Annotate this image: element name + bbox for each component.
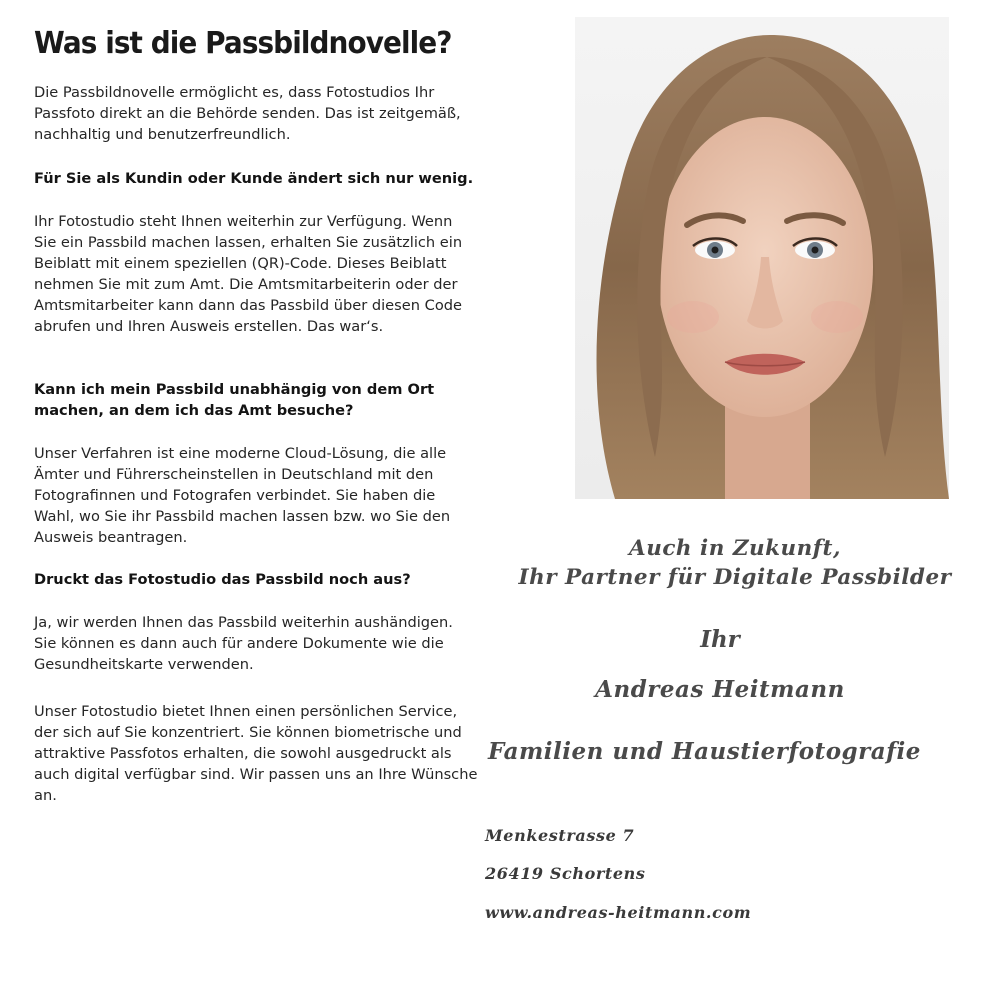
- heading-1-text: Für Sie als Kundin oder Kunde ändert sich nur wenig.: [34, 170, 474, 187]
- article: [34, 24, 484, 804]
- paragraph-3-line: Sie können es dann auch für andere Dokumente wie die: [34, 635, 444, 652]
- paragraph-1-line: Ihr Fotostudio steht Ihnen weiterhin zur Verfügung. Wenn: [34, 213, 453, 230]
- paragraph-1-line: nehmen Sie mit zum Amt. Die Amtsmitarbeiterin oder der: [34, 276, 458, 293]
- slogan-line-2: Ihr Partner für Digitale Passbilder: [518, 565, 952, 590]
- photographer-name: Andreas Heitmann: [595, 676, 845, 703]
- paragraph-4-line: an.: [34, 787, 57, 804]
- heading-2-line: machen, an dem ich das Amt besuche?: [34, 402, 354, 419]
- paragraph-4-line: auch digital verfügbar sind. Wir passen uns an Ihre Wünsche: [34, 766, 478, 783]
- slogan: [470, 534, 1000, 592]
- paragraph-2-line: Unser Verfahren ist eine moderne Cloud-Lösung, die alle: [34, 445, 447, 462]
- paragraph-2-line: Fotografinnen und Fotografen verbindet. Sie haben die: [34, 487, 436, 504]
- paragraph-1-line: Sie ein Passbild machen lassen, erhalten Sie zusätzlich ein: [34, 234, 463, 251]
- paragraph-2-line: Ausweis beantragen.: [34, 529, 188, 546]
- business-name: Familien und Haustierfotografie: [488, 738, 921, 765]
- address-street: Menkestrasse 7: [485, 826, 635, 845]
- paragraph-3-line: Ja, wir werden Ihnen das Passbild weiterhin aushändigen.: [34, 614, 453, 631]
- portrait-photo: [575, 17, 949, 499]
- slogan-line-1: Auch in Zukunft,: [629, 536, 841, 561]
- heading-2: [34, 379, 484, 421]
- heading-1: [34, 168, 484, 189]
- paragraph-1-line: Amtsmitarbeiter kann dann das Passbild über diesen Code: [34, 297, 462, 314]
- heading-3: [34, 569, 484, 590]
- intro-paragraph: [34, 82, 484, 145]
- article-headline: Was ist die Passbildnovelle?: [34, 26, 452, 61]
- paragraph-3: [34, 612, 484, 675]
- portrait-illustration: [575, 17, 949, 499]
- intro-line: Die Passbildnovelle ermöglicht es, dass Fotostudios Ihr: [34, 84, 435, 101]
- paragraph-1: [34, 211, 484, 337]
- paragraph-3-line: Gesundheitskarte verwenden.: [34, 656, 254, 673]
- greeting-ihr: Ihr: [700, 626, 740, 653]
- intro-line: Passfoto direkt an die Behörde senden. Das ist zeitgemäß,: [34, 105, 461, 122]
- paragraph-2-line: Ämter und Führerscheinstellen in Deutschland mit den: [34, 466, 434, 483]
- paragraph-2-line: Wahl, wo Sie ihr Passbild machen lassen bzw. wo Sie den: [34, 508, 451, 525]
- intro-line: nachhaltig und benutzerfreundlich.: [34, 126, 291, 143]
- paragraph-1-line: Beiblatt mit einem speziellen (QR)-Code. Dieses Beiblatt: [34, 255, 447, 272]
- paragraph-4-line: attraktive Passfotos erhalten, die sowohl ausgedruckt als: [34, 745, 452, 762]
- paragraph-1-line: abrufen und Ihren Ausweis erstellen. Das war‘s.: [34, 318, 384, 335]
- paragraph-4-line: der sich auf Sie konzentriert. Sie können biometrische und: [34, 724, 462, 741]
- paragraph-2: [34, 443, 484, 548]
- address-city: 26419 Schortens: [485, 864, 646, 883]
- heading-3-text: Druckt das Fotostudio das Passbild noch aus?: [34, 571, 411, 588]
- paragraph-4-line: Unser Fotostudio bietet Ihnen einen persönlichen Service,: [34, 703, 458, 720]
- paragraph-4: [34, 701, 484, 806]
- heading-2-line: Kann ich mein Passbild unabhängig von dem Ort: [34, 381, 435, 398]
- website-link[interactable]: www.andreas-heitmann.com: [485, 903, 752, 922]
